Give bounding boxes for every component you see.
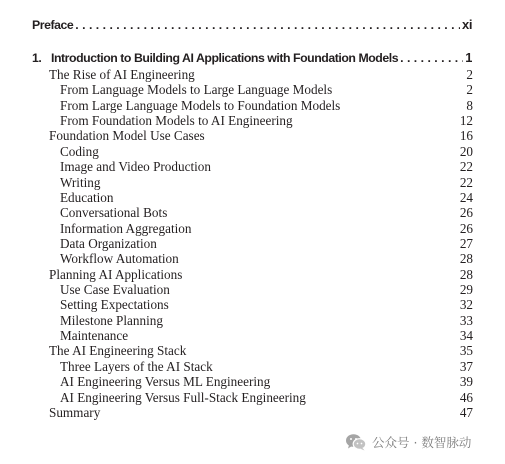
entry-page: 22 xyxy=(459,159,473,175)
dot-leader xyxy=(400,51,463,65)
entry-title: AI Engineering Versus ML Engineering xyxy=(60,374,271,390)
entry-page: 37 xyxy=(459,358,473,374)
entry-title: Image and Video Production xyxy=(60,159,211,175)
toc-subsection[interactable] xyxy=(60,205,473,221)
entry-title: Workflow Automation xyxy=(60,251,179,267)
entry-page: 39 xyxy=(459,374,473,390)
toc-section[interactable] xyxy=(49,267,473,283)
entry-title: Planning AI Applications xyxy=(49,266,183,282)
toc-subsection[interactable] xyxy=(60,251,473,267)
toc-subsection[interactable] xyxy=(60,159,473,175)
entry-page: 35 xyxy=(459,343,473,359)
entry-title: Education xyxy=(60,189,114,205)
watermark-text: 公众号 · 数智脉动 xyxy=(372,435,472,450)
entry-page: 29 xyxy=(459,282,473,298)
entry-title: From Foundation Models to AI Engineering xyxy=(60,113,293,129)
entry-page: 16 xyxy=(459,128,473,144)
entry-title: Three Layers of the AI Stack xyxy=(60,358,213,374)
entry-page: 34 xyxy=(459,328,473,344)
toc-subsection[interactable] xyxy=(60,236,473,252)
entry-title: The Rise of AI Engineering xyxy=(49,67,195,82)
toc-subsection[interactable] xyxy=(60,113,473,129)
chapter-number: 1. xyxy=(32,51,42,65)
entry-page: 24 xyxy=(459,189,473,205)
entry-title: From Large Language Models to Foundation Models xyxy=(60,97,341,113)
chapter-title: Introduction to Building AI Applications with Foundation Models xyxy=(51,51,399,65)
entry-title: From Language Models to Large Language Models xyxy=(60,82,333,98)
entry-page: 26 xyxy=(459,205,473,221)
entry-title: Use Case Evaluation xyxy=(60,282,170,298)
watermark xyxy=(345,431,471,453)
entry-page: 8 xyxy=(466,97,473,113)
entry-page: 28 xyxy=(459,266,473,282)
entry-page: 26 xyxy=(459,220,473,236)
entry-page: 27 xyxy=(459,235,473,251)
preface-page: xi xyxy=(462,17,472,32)
toc-subsection[interactable] xyxy=(60,359,473,375)
toc-subsection[interactable] xyxy=(60,328,473,344)
entry-page: 32 xyxy=(459,297,473,313)
entry-title: Maintenance xyxy=(60,328,129,344)
entry-title: Information Aggregation xyxy=(60,220,192,236)
entry-title: Writing xyxy=(60,174,101,190)
entry-page: 47 xyxy=(459,404,473,420)
entry-title: AI Engineering Versus Full-Stack Engineering xyxy=(60,389,306,405)
toc-subsection[interactable] xyxy=(60,374,473,390)
toc-subsection[interactable] xyxy=(60,282,473,298)
toc-subsection[interactable] xyxy=(60,190,473,206)
toc-subsection[interactable] xyxy=(60,221,473,237)
entry-title: Conversational Bots xyxy=(60,205,168,221)
toc-section[interactable] xyxy=(49,67,473,83)
entry-page: 20 xyxy=(459,143,473,159)
toc-subsection[interactable] xyxy=(60,313,473,329)
entry-page: 28 xyxy=(459,251,473,267)
entry-page: 2 xyxy=(466,82,473,98)
toc-section[interactable] xyxy=(49,343,473,359)
chapter-page: 1 xyxy=(465,50,472,65)
toc-subsection[interactable] xyxy=(60,175,473,191)
entry-title: Foundation Model Use Cases xyxy=(49,128,205,144)
dot-leader xyxy=(75,18,460,32)
entry-page: 22 xyxy=(459,174,473,190)
entry-title: Coding xyxy=(60,143,99,159)
entry-title: Milestone Planning xyxy=(60,312,163,328)
toc-subsection[interactable] xyxy=(60,390,473,406)
entry-page: 33 xyxy=(459,312,473,328)
toc-subsection[interactable] xyxy=(60,82,473,98)
entry-title: Setting Expectations xyxy=(60,297,169,313)
entry-page: 46 xyxy=(459,389,473,405)
toc-subsection[interactable] xyxy=(60,98,473,114)
toc-section[interactable] xyxy=(49,128,473,144)
toc-subsection[interactable] xyxy=(60,297,473,313)
entry-page: 2 xyxy=(466,67,473,82)
toc-chapter-1[interactable] xyxy=(32,50,472,65)
entry-title: Data Organization xyxy=(60,235,157,251)
entry-page: 12 xyxy=(459,113,473,129)
toc-preface[interactable] xyxy=(32,17,472,32)
entry-title: The AI Engineering Stack xyxy=(49,343,187,359)
toc-subsection[interactable] xyxy=(60,144,473,160)
entry-title: Summary xyxy=(49,404,101,420)
wechat-icon xyxy=(345,433,367,451)
preface-title: Preface xyxy=(32,18,74,32)
toc-section[interactable] xyxy=(49,405,473,421)
